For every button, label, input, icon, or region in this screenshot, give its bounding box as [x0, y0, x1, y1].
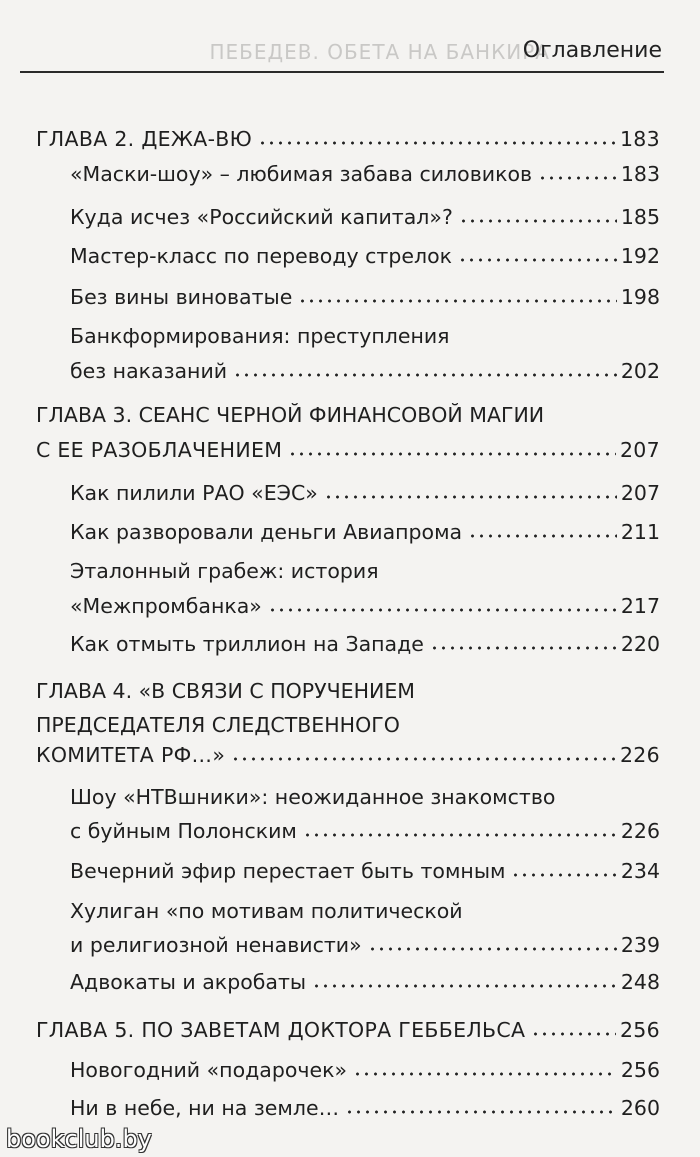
page-number: 234 [620, 859, 660, 883]
leader-dots [231, 756, 616, 762]
toc-entry[interactable]: Как отмыть триллион на Западе 220 [70, 632, 660, 656]
toc-entry[interactable]: Ни в небе, ни на земле… 260 [70, 1096, 660, 1120]
toc-entry[interactable]: Как разворовали деньги Авиапрома 211 [70, 520, 660, 544]
page-number: 256 [620, 1058, 660, 1082]
toc-chapter-4-line1[interactable]: ГЛАВА 4. «В СВЯЗИ С ПОРУЧЕНИЕМ [36, 679, 415, 703]
header-rule [20, 71, 664, 73]
page-number: 183 [619, 127, 660, 151]
page-number: 198 [620, 285, 660, 309]
toc-entry-line1[interactable]: Шоу «НТВшники»: неожиданное знакомство [70, 785, 556, 809]
toc-entry-line1[interactable]: Хулиган «по мотивам политической [70, 899, 463, 923]
leader-dots [268, 607, 617, 613]
page-number: 226 [620, 819, 660, 843]
leader-dots [458, 257, 617, 263]
leader-dots [345, 1109, 617, 1115]
page-number: 248 [620, 970, 660, 994]
page-number: 185 [620, 205, 660, 229]
leader-dots [538, 175, 617, 181]
page-number: 220 [620, 632, 660, 656]
leader-dots [368, 946, 617, 952]
toc-chapter-4[interactable]: КОМИТЕТА РФ…» 226 [36, 743, 660, 767]
page-number: 207 [620, 481, 660, 505]
leader-dots [324, 494, 617, 500]
leader-dots [531, 1031, 616, 1037]
leader-dots [288, 451, 616, 457]
toc-entry[interactable]: Без вины виноватые 198 [70, 285, 660, 309]
site-watermark: bookclub.by [6, 1125, 152, 1153]
page-number: 202 [620, 359, 660, 383]
toc-entry[interactable]: «Маски-шоу» – любимая забава силовиков 183 [70, 162, 660, 186]
toc-entry[interactable]: Новогодний «подарочек» 256 [70, 1058, 660, 1082]
page-number: 207 [619, 438, 660, 462]
toc-entry[interactable]: Как пилили РАО «ЕЭС» 207 [70, 481, 660, 505]
toc-chapter-3-line1[interactable]: ГЛАВА 3. СЕАНС ЧЕРНОЙ ФИНАНСОВОЙ МАГИИ [36, 403, 545, 427]
toc-entry[interactable]: Вечерний эфир перестает быть томным 234 [70, 859, 660, 883]
page-number: 239 [620, 933, 660, 957]
toc-entry[interactable]: без наказаний 202 [70, 359, 660, 383]
page-number: 260 [620, 1096, 660, 1120]
page-number: 256 [619, 1018, 660, 1042]
leader-dots [511, 872, 616, 878]
page-number: 217 [620, 594, 660, 618]
toc-entry[interactable]: и религиозной ненависти» 239 [70, 933, 660, 957]
running-title: Оглавление [522, 38, 662, 63]
leader-dots [459, 218, 617, 224]
leader-dots [258, 140, 616, 146]
toc-entry-line1[interactable]: Банкформирования: преступления [70, 324, 450, 348]
leader-dots [312, 983, 617, 989]
toc-chapter-5[interactable]: ГЛАВА 5. ПО ЗАВЕТАМ ДОКТОРА ГЕББЕЛЬСА 256 [36, 1018, 660, 1042]
page-number: 211 [620, 520, 660, 544]
toc-entry[interactable]: «Межпромбанка» 217 [70, 594, 660, 618]
toc-entry[interactable]: Адвокаты и акробаты 248 [70, 970, 660, 994]
leader-dots [233, 372, 617, 378]
page-number: 226 [619, 743, 660, 767]
leader-dots [430, 645, 617, 651]
leader-dots [303, 832, 617, 838]
toc-chapter-3[interactable]: С ЕЕ РАЗОБЛАЧЕНИЕМ 207 [36, 438, 660, 462]
leader-dots [353, 1071, 617, 1077]
page-number: 183 [620, 162, 660, 186]
toc-entry-line1[interactable]: Эталонный грабеж: история [70, 559, 379, 583]
toc-entry[interactable]: Мастер-класс по переводу стрелок 192 [70, 244, 660, 268]
leader-dots [468, 533, 617, 539]
toc-entry[interactable]: Куда исчез «Российский капитал»? 185 [70, 205, 660, 229]
leader-dots [298, 298, 617, 304]
toc-entry[interactable]: с буйным Полонским 226 [70, 819, 660, 843]
bleed-through-text: ПЕБЕДЕВ. ОБЕТА НА БАНКИРА [209, 40, 550, 64]
toc-chapter-2[interactable]: ГЛАВА 2. ДЕЖА-ВЮ 183 [36, 127, 660, 151]
page-number: 192 [620, 244, 660, 268]
toc-chapter-4-line2[interactable]: ПРЕДСЕДАТЕЛЯ СЛЕДСТВЕННОГО [36, 713, 400, 737]
